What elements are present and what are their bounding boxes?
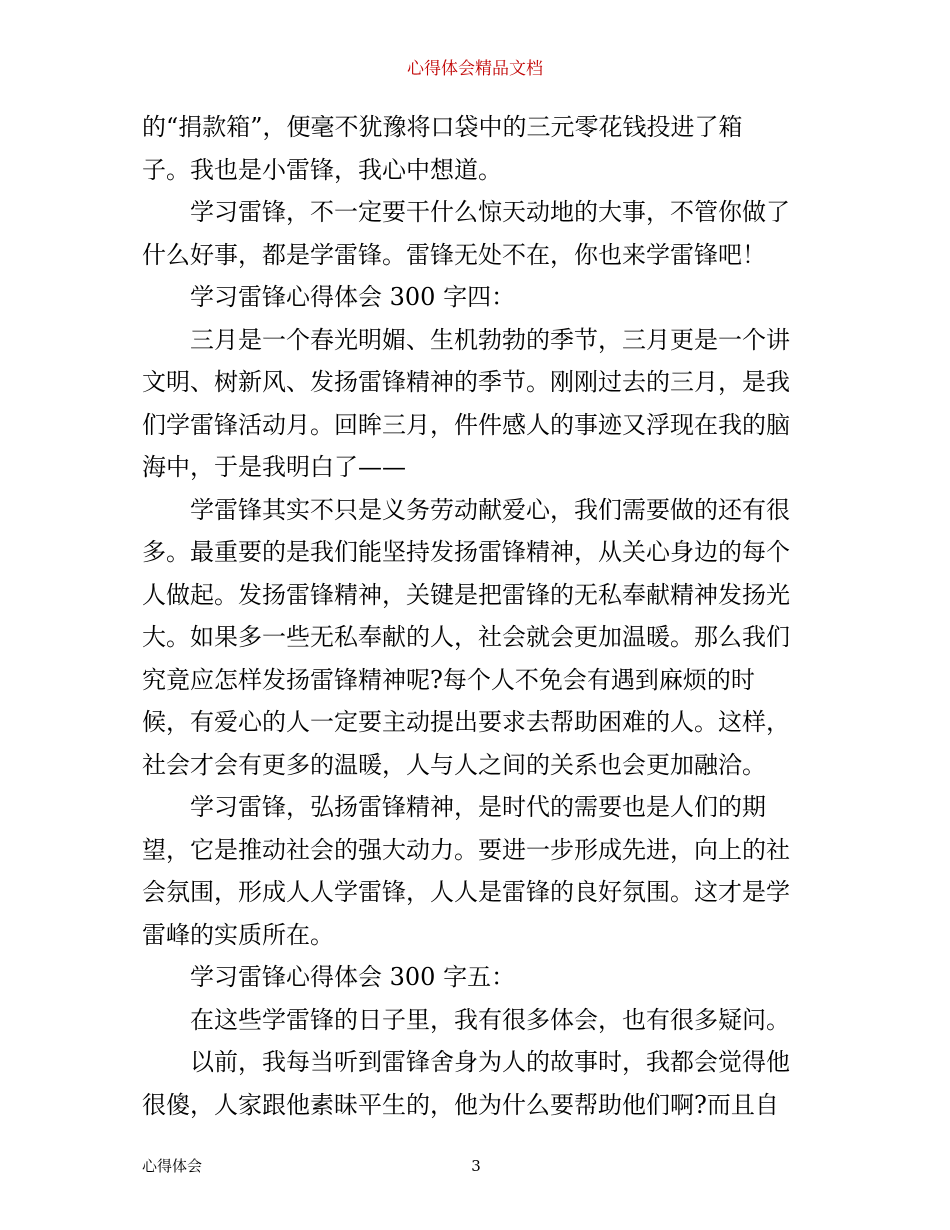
text-line: 三月是一个春光明媚、生机勃勃的季节，三月更是一个讲 bbox=[190, 325, 790, 354]
page-number: 3 bbox=[471, 1157, 481, 1175]
footer-label: 心得体会 bbox=[142, 1157, 203, 1175]
text-line: 海中，于是我明白了—— bbox=[142, 453, 406, 481]
text-line: 子。我也是小雷锋，我心中想道。 bbox=[142, 155, 502, 184]
text-line: 文明、树新风、发扬雷锋精神的季节。刚刚过去的三月，是我 bbox=[142, 368, 790, 396]
text-line: 学习雷锋，弘扬雷锋精神，是时代的需要也是人们的期 bbox=[190, 793, 766, 821]
text-line: 学雷锋其实不只是义务劳动献爱心，我们需要做的还有很 bbox=[190, 495, 790, 524]
text-line: 学习雷锋心得体会 300 字四： bbox=[190, 283, 516, 311]
text-line: 大。如果多一些无私奉献的人，社会就会更加温暖。那么我们 bbox=[142, 623, 790, 651]
text-line: 的“捐款箱”，便毫不犹豫将口袋中的三元零花钱投进了箱 bbox=[142, 113, 743, 141]
text-line: 学习雷锋，不一定要干什么惊天动地的大事，不管你做了 bbox=[190, 198, 790, 226]
text-line: 很傻，人家跟他素昧平生的，他为什么要帮助他们啊?而且自 bbox=[142, 1090, 779, 1119]
text-line: 多。最重要的是我们能坚持发扬雷锋精神，从关心身边的每个 bbox=[142, 538, 790, 566]
page-header-title: 心得体会精品文档 bbox=[407, 59, 543, 79]
text-line: 以前，我每当听到雷锋舍身为人的故事时，我都会觉得他 bbox=[190, 1048, 790, 1076]
text-line: 什么好事，都是学雷锋。雷锋无处不在，你也来学雷锋吧！ bbox=[142, 240, 766, 269]
text-line: 人做起。发扬雷锋精神，关键是把雷锋的无私奉献精神发扬光 bbox=[142, 580, 790, 609]
text-line: 雷峰的实质所在。 bbox=[142, 920, 334, 949]
document-body bbox=[142, 106, 812, 1126]
text-line: 会氛围，形成人人学雷锋，人人是雷锋的良好氛围。这才是学 bbox=[142, 878, 790, 906]
text-line: 在这些学雷锋的日子里，我有很多体会，也有很多疑问。 bbox=[190, 1005, 790, 1034]
text-line: 学习雷锋心得体会 300 字五： bbox=[190, 963, 516, 991]
text-line: 们学雷锋活动月。回眸三月，件件感人的事迹又浮现在我的脑 bbox=[142, 410, 790, 439]
text-line: 社会才会有更多的温暖，人与人之间的关系也会更加融洽。 bbox=[142, 750, 766, 779]
text-line: 望，它是推动社会的强大动力。要进一步形成先进，向上的社 bbox=[142, 835, 790, 864]
text-line: 究竟应怎样发扬雷锋精神呢?每个人不免会有遇到麻烦的时 bbox=[142, 665, 755, 694]
text-line: 候，有爱心的人一定要主动提出要求去帮助困难的人。这样， bbox=[142, 708, 790, 736]
